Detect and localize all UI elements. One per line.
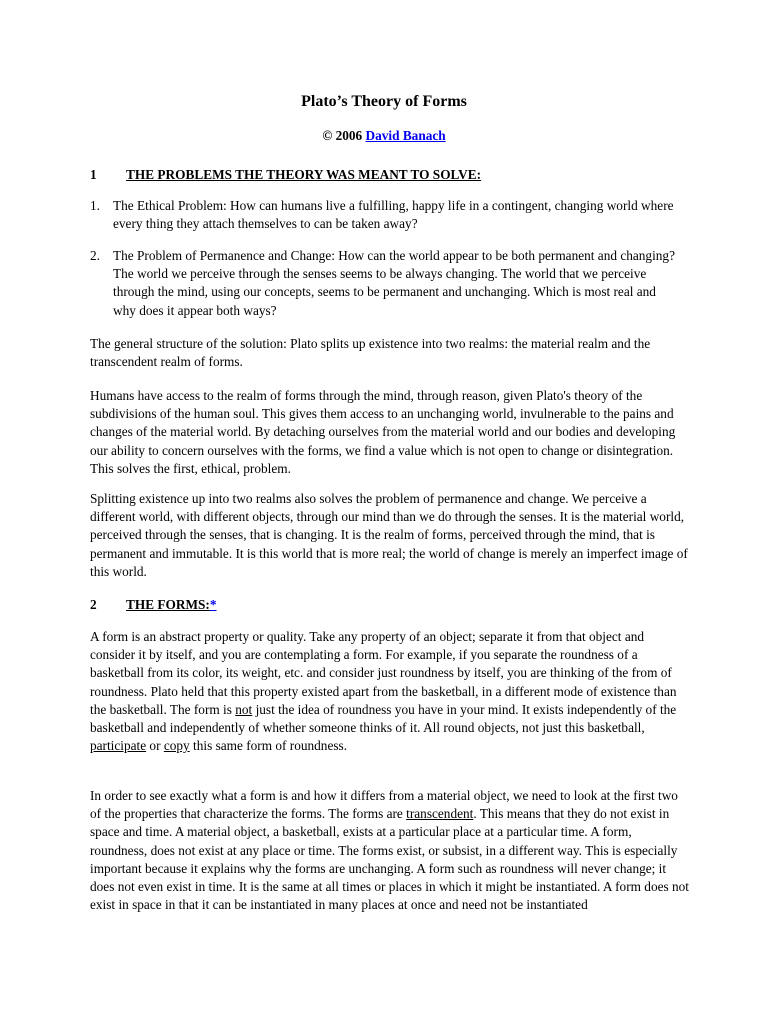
section-2-heading <box>90 597 217 613</box>
section-2-title: THE FORMS: <box>126 597 210 612</box>
list-item <box>90 197 680 233</box>
copyright-line <box>0 128 768 144</box>
paragraph-form-definition <box>90 628 690 755</box>
section-1-heading <box>90 167 481 183</box>
text-run: A form is an abstract property or quality. Take any property of an object; separate it from that object and consider it by itself, and you are contemplating a form. For example, if you separate the roundness of a basketball from its color, its weight, etc. and consider just roundness by itself, you are thinking of the from of roundness. Plato held that this property existed apart from the basketball, in a different mode of existence than the basketball. The form is <box>90 629 677 717</box>
paragraph-realm-of-forms: Humans have access to the realm of forms through the mind, through reason, given Plato's theory of the subdivisions of the human soul. This gives them access to an unchanging world, invulnerable to the pains and changes of the material world. By detaching ourselves from the material world and our bodies and developing our ability to concern ourselves with the forms, we find a value which is not open to change or disintegration. This solves the first, ethical, problem. <box>90 388 676 476</box>
paragraph-transcendent <box>90 787 690 914</box>
section-2-number: 2 <box>90 597 97 612</box>
footnote-link[interactable]: * <box>209 597 217 612</box>
copyright-text: © 2006 <box>322 128 363 143</box>
list-item-number: 1. <box>90 198 100 213</box>
section-1-number: 1 <box>90 167 97 182</box>
list-item-text: The Ethical Problem: How can humans live a fulfilling, happy life in a contingent, changing world where every thing they attach themselves to can be taken away? <box>113 198 674 232</box>
emphasis-copy: copy <box>163 738 190 754</box>
list-item <box>90 247 680 320</box>
text-run: or <box>146 738 164 754</box>
text-run: just the idea of roundness you have in your mind. It exists independently of the basketball and independently of whether someone thinks of it. All round objects, not just this basketball, <box>90 701 677 736</box>
section-1-title: THE PROBLEMS THE THEORY WAS MEANT TO SOLVE: <box>126 167 482 182</box>
emphasis-not: not <box>235 701 253 717</box>
text-run: In order to see exactly what a form is and how it differs from a material object, we need to look at the first two of the properties that characterize the forms. The forms are <box>90 788 678 822</box>
page-title: Plato’s Theory of Forms <box>301 93 467 110</box>
paragraph-solution-structure: The general structure of the solution: Plato splits up existence into two realms: the material realm and the transcendent realm of forms. <box>90 336 651 370</box>
text-run: . This means that they do not exist in space and time. A material object, a basketball, exists at a particular place at a particular time. A form, roundness, does not exist at any place or time. The forms exist, or subsist, in a different way. This is especially important because it explains why the forms are unchanging. A form such as roundness will never change; it does not even exist in time. It is the same at all times or places in which it might be instantiated. A form does not exist in space in that it can be instantiated in many places at once and need not be instantiated <box>90 806 689 913</box>
text-run: this same form of roundness. <box>189 738 348 754</box>
list-item-text: The Problem of Permanence and Change: How can the world appear to be both permanent and changing? The world we perceive through the senses seems to be always changing. The world that we perceive through the mind, using our concepts, seems to be permanent and unchanging. Which is most real and why does it appear both ways? <box>113 248 675 318</box>
paragraph-permanence-change: Splitting existence up into two realms also solves the problem of permanence and change. We perceive a different world, with different objects, through our mind than we do through the senses. It is the material world, perceived through the senses, that is changing. It is the realm of forms, perceived through the mind, that is permanent and immutable. It is this world that is more real; the world of change is merely an imperfect image of this world. <box>90 491 688 579</box>
author-link[interactable]: David Banach <box>365 128 446 143</box>
emphasis-transcendent: transcendent <box>406 806 474 822</box>
list-item-number: 2. <box>90 248 100 263</box>
emphasis-participate: participate <box>90 738 147 754</box>
